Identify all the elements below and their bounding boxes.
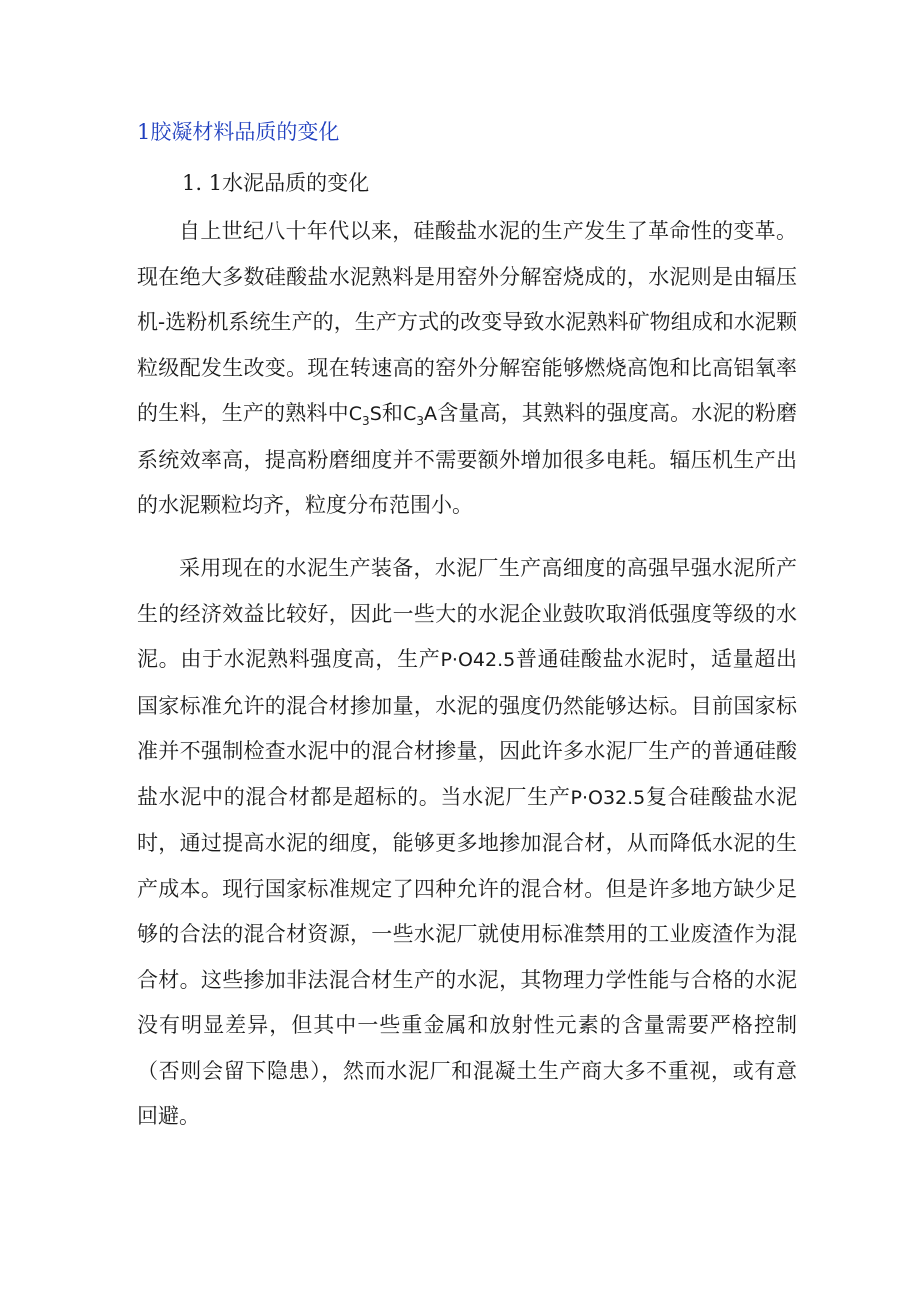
paragraph-text: 复合硅酸盐水泥时，通过提高水泥的细度，能够更多地掺加混合材，从而降低水泥的生产成本。现行国家标准规定了四种允许的混合材。但是许多地方缺少足够的合法的混合材资源，一些水泥厂就使用标准禁用的工业废渣作为混合材。这些掺加非法混合材生产的水泥，其物理力学性能与合格的水泥没有明显差异，但其中一些重金属和放射性元素的含量需要严格控制（否则会留下隐患），然而水泥厂和混凝土生产商大多不重视，或有意回避。 [137, 784, 798, 1128]
section-heading: 1胶凝材料品质的变化 [137, 120, 340, 144]
paragraph-cement-production [137, 209, 797, 529]
paragraph-text: 采用现在的水泥生产装备，水泥厂生产高细度的高强早强水泥所产生的经济效益比较好，因此一些大的水泥企业鼓吹取消低强度等级的水泥。由于水泥熟料强度高，生产 [137, 556, 797, 671]
chemical-formula-c3a: $C_3A$ [403, 403, 438, 428]
chemical-formula-c3s: $C_3S$ [348, 403, 382, 428]
paragraph-admixture [137, 546, 797, 1140]
cement-grade-po325: P·O32.5 [570, 786, 646, 809]
paragraph-text: 普通硅酸盐水泥时，适量超出国家标准允许的混合材掺加量，水泥的强度仍然能够达标。目前国家标准并不强制检查水泥中的混合材掺量，因此许多水泥厂生产的普通硅酸盐水泥中的混合材都是超标的。当水泥厂生产 [137, 647, 798, 809]
cement-grade-po425: P·O42.5 [440, 649, 516, 671]
subsection-heading: 1. 1水泥品质的变化 [182, 171, 370, 195]
paragraph-text: 自上世纪八十年代以来，硅酸盐水泥的生产发生了革命性的变革。现在绝大多数硅酸盐水泥熟料是用窑外分解窑烧成的，水泥则是由辐压机-选粉机系统生产的，生产方式的改变导致水泥熟料矿物组成和水泥颗粒级配发生改变。现在转速高的窑外分解窑能够燃烧高饱和比高铝氧率的生料，生产的熟料中 [137, 219, 797, 425]
paragraph-text: 和 [381, 401, 404, 425]
paragraph-text: 含量高，其熟料的强度高。水泥的粉磨系统效率高，提高粉磨细度并不需要额外增加很多电耗。辐压机生产出的水泥颗粒均齐，粒度分布范围小。 [137, 401, 798, 517]
